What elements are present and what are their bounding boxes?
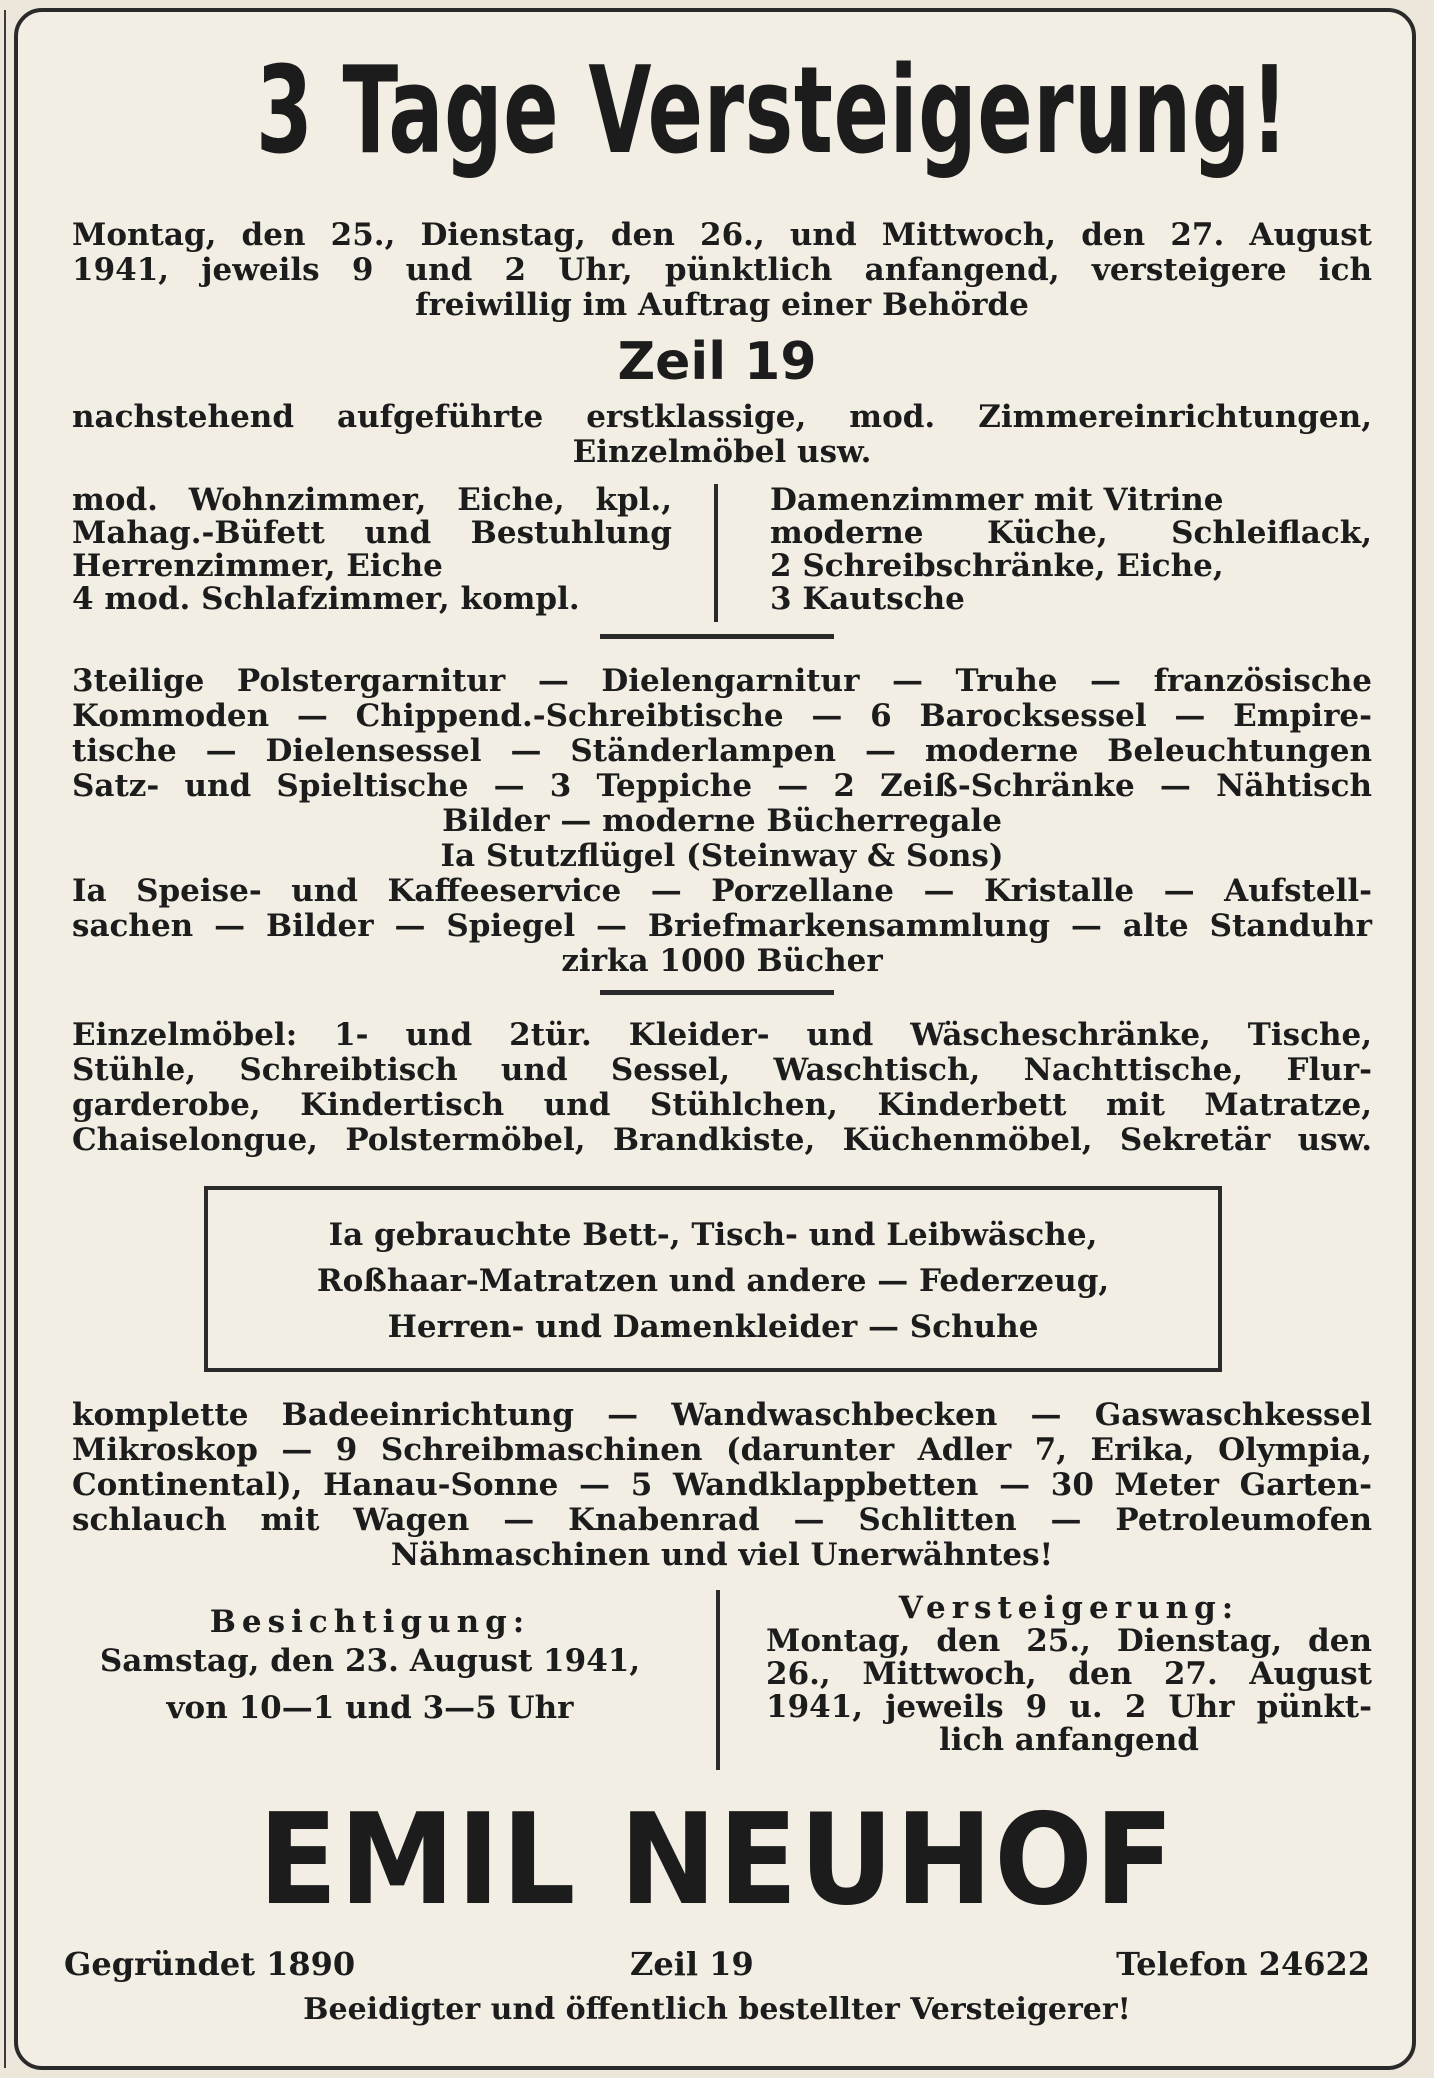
room-item: mod. Wohnzimmer, Eiche, kpl., bbox=[72, 482, 672, 518]
intro-line: Montag, den 25., Dienstag, den 26., und Mittwoch, den 27. August bbox=[72, 217, 1372, 253]
items-line: Ia Stutzflügel (Steinway & Sons) bbox=[440, 838, 1004, 874]
room-item: Mahag.-Büfett und Bestuhlung bbox=[72, 515, 672, 551]
box-line: Ia gebrauchte Bett-, Tisch- und Leibwäsche, bbox=[328, 1217, 1098, 1253]
section-divider bbox=[600, 990, 834, 995]
page-edge-line bbox=[4, 10, 6, 2068]
furniture-line: Einzelmöbel: 1- und 2tür. Kleider- und Wäscheschränke, Tische, bbox=[72, 1017, 1372, 1053]
items-line: Bilder — moderne Bücherregale bbox=[442, 803, 1002, 839]
footer-address: Zeil 19 bbox=[630, 1945, 754, 1983]
items-line: tische — Dielensessel — Ständerlampen — moderne Beleuchtungen bbox=[72, 733, 1372, 769]
auctioneer-title: Beeidigter und öffentlich bestellter Versteigerer! bbox=[303, 1992, 1131, 2027]
rooms-left-column bbox=[72, 484, 672, 616]
column-divider bbox=[714, 484, 718, 622]
intro-paragraph bbox=[72, 218, 1372, 323]
linen-box bbox=[204, 1186, 1222, 1372]
misc-line: Nähmaschinen und viel Unerwähntes! bbox=[390, 1537, 1054, 1573]
items-line: Kommoden — Chippend.-Schreibtische — 6 Barocksessel — Empire- bbox=[72, 698, 1372, 734]
intro-line: freiwillig im Auftrag einer Behörde bbox=[415, 287, 1029, 323]
listing-intro-line: nachstehend aufgeführte erstklassige, mod. Zimmereinrichtungen, bbox=[72, 399, 1372, 435]
items-line: 3teilige Polstergarnitur — Dielengarnitur — Truhe — französische bbox=[72, 663, 1372, 699]
auction-column bbox=[766, 1592, 1372, 1757]
items-line: Satz- und Spieltische — 3 Teppiche — 2 Zeiß-Schränke — Nähtisch bbox=[72, 768, 1372, 804]
room-item: 4 mod. Schlafzimmer, kompl. bbox=[72, 581, 580, 617]
auction-line: lich anfangend bbox=[939, 1722, 1199, 1758]
furniture-line: garderobe, Kindertisch und Stühlchen, Kinderbett mit Matratze, bbox=[72, 1087, 1372, 1123]
room-item: Damenzimmer mit Vitrine bbox=[770, 482, 1224, 518]
auction-heading: Versteigerung: bbox=[898, 1590, 1240, 1626]
rooms-columns bbox=[72, 484, 1372, 624]
auctioneer-name: EMIL NEUHOF bbox=[258, 1786, 1176, 1933]
viewing-column bbox=[60, 1606, 680, 1725]
furniture-line: Stühle, Schreibtisch und Sessel, Waschtisch, Nachttische, Flur- bbox=[72, 1052, 1372, 1088]
phone-text: Telefon 24622 bbox=[1116, 1945, 1370, 1983]
room-item: 3 Kautsche bbox=[770, 581, 965, 617]
box-line: Herren- und Damenkleider — Schuhe bbox=[387, 1309, 1039, 1345]
misc-line: schlauch mit Wagen — Knabenrad — Schlitten — Petroleumofen bbox=[72, 1502, 1372, 1538]
items-line: sachen — Bilder — Spiegel — Briefmarkensammlung — alte Standuhr bbox=[72, 908, 1372, 944]
misc-line: Mikroskop — 9 Schreibmaschinen (darunter Adler 7, Erika, Olympia, bbox=[72, 1432, 1372, 1468]
section-divider bbox=[600, 634, 834, 639]
room-item: moderne Küche, Schleiflack, bbox=[770, 515, 1372, 551]
auction-line: 1941, jeweils 9 u. 2 Uhr pünkt- bbox=[766, 1689, 1372, 1725]
viewing-line: Samstag, den 23. August 1941, bbox=[99, 1643, 641, 1679]
column-divider bbox=[716, 1590, 720, 1770]
listing-intro-line: Einzelmöbel usw. bbox=[572, 434, 872, 470]
headline: 3 Tage Versteigerung! bbox=[256, 42, 1289, 181]
listing-intro bbox=[72, 400, 1372, 470]
intro-line: 1941, jeweils 9 und 2 Uhr, pünktlich anfangend, versteigere ich bbox=[72, 252, 1372, 288]
misc-block bbox=[72, 1398, 1372, 1573]
items-line: Ia Speise- und Kaffeeservice — Porzellane — Kristalle — Aufstell- bbox=[72, 873, 1372, 909]
room-item: Herrenzimmer, Eiche bbox=[72, 548, 443, 584]
items-line: zirka 1000 Bücher bbox=[561, 943, 883, 979]
auction-line: 26., Mittwoch, den 27. August bbox=[766, 1656, 1372, 1692]
viewing-line: von 10—1 und 3—5 Uhr bbox=[166, 1690, 574, 1726]
box-line: Roßhaar-Matratzen und andere — Federzeug, bbox=[316, 1263, 1110, 1299]
schedule-columns bbox=[72, 1592, 1372, 1772]
misc-line: Continental), Hanau-Sonne — 5 Wandklappbetten — 30 Meter Garten- bbox=[72, 1467, 1372, 1503]
items-block bbox=[72, 664, 1372, 979]
founded-text: Gegründet 1890 bbox=[64, 1945, 356, 1983]
furniture-line: Chaiselongue, Polstermöbel, Brandkiste, Küchenmöbel, Sekretär usw. bbox=[72, 1122, 1372, 1158]
misc-line: komplette Badeeinrichtung — Wandwaschbecken — Gaswaschkessel bbox=[72, 1397, 1372, 1433]
viewing-heading: Besichtigung: bbox=[209, 1604, 531, 1640]
location-heading: Zeil 19 bbox=[617, 332, 817, 392]
single-furniture-block bbox=[72, 1018, 1372, 1158]
rooms-right-column bbox=[770, 484, 1372, 616]
room-item: 2 Schreibschränke, Eiche, bbox=[770, 548, 1224, 584]
footer-row bbox=[64, 1944, 1370, 1984]
auction-line: Montag, den 25., Dienstag, den bbox=[766, 1623, 1372, 1659]
